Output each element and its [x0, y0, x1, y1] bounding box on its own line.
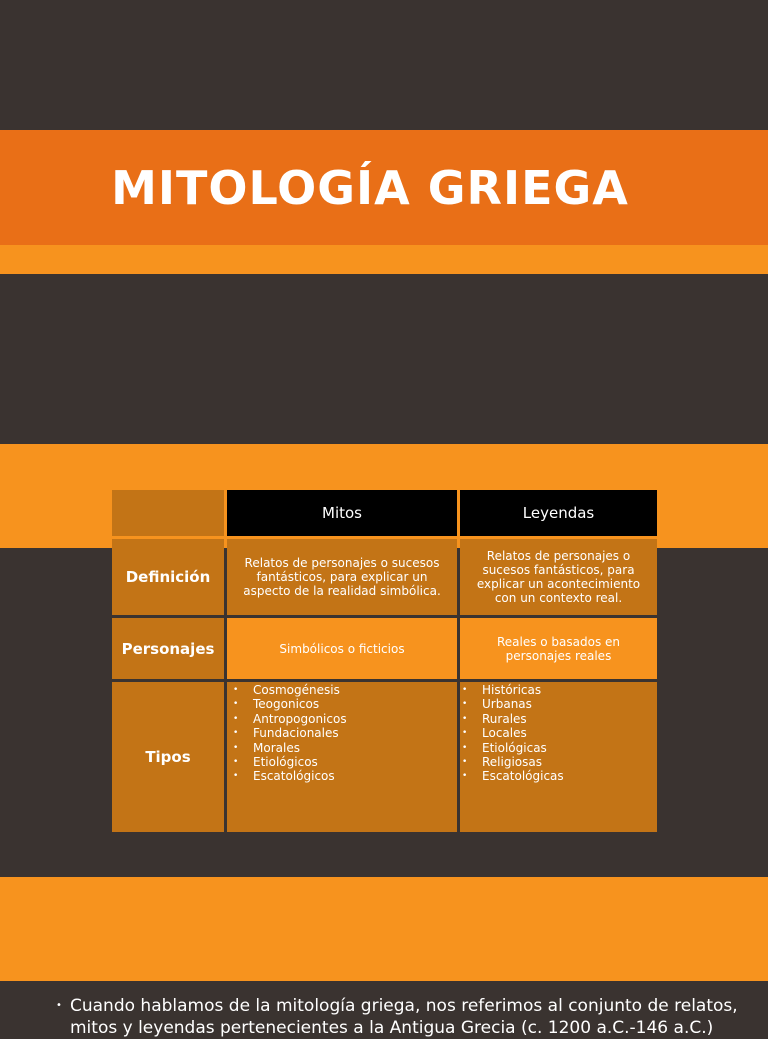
- list-item: • Etiológicas: [460, 741, 564, 755]
- comparison-table: [112, 490, 657, 832]
- bullet-icon: •: [56, 1000, 62, 1011]
- list-item: • Fundacionales: [231, 726, 347, 740]
- bottom-accent-band: [0, 877, 768, 981]
- intro-paragraph: [56, 995, 746, 1039]
- title-accent-stripe: [0, 245, 768, 274]
- tipos-mitos-cell: [227, 682, 457, 832]
- tipos-leyendas-cell: [460, 682, 657, 832]
- page-title: MITOLOGÍA GRIEGA: [111, 160, 629, 215]
- list-item: • Locales: [460, 726, 564, 740]
- personajes-mitos-cell: Simbólicos o ficticios: [227, 618, 457, 679]
- personajes-leyendas-cell: Reales o basados en personajes reales: [460, 618, 657, 679]
- intro-text: Cuando hablamos de la mitología griega, nos referimos al conjunto de relatos, mitos y leyendas pertenecientes a la Antigua Grecia (c. 1200 a.C.-146 a.C.): [70, 996, 738, 1038]
- definicion-mitos-cell: Relatos de personajes o sucesos fantásticos, para explicar un aspecto de la realidad simbólica.: [227, 539, 457, 615]
- list-item: • Escatológicos: [231, 769, 347, 783]
- list-item: • Teogonicos: [231, 697, 347, 711]
- column-header-leyendas: Leyendas: [460, 490, 657, 536]
- list-item: • Escatológicas: [460, 769, 564, 783]
- list-item: • Urbanas: [460, 697, 564, 711]
- list-item: • Religiosas: [460, 755, 564, 769]
- row-header-tipos: Tipos: [112, 682, 224, 832]
- list-item: • Etiológicos: [231, 755, 347, 769]
- list-item: • Cosmogénesis: [231, 683, 347, 697]
- title-band: [0, 130, 768, 245]
- definicion-leyendas-cell: Relatos de personajes o sucesos fantásticos, para explicar un acontecimiento con un contexto real.: [460, 539, 657, 615]
- list-item: • Rurales: [460, 712, 564, 726]
- list-item: • Históricas: [460, 683, 564, 697]
- list-item: • Morales: [231, 741, 347, 755]
- tipos-leyendas-list: [460, 682, 564, 784]
- table-corner-cell: [112, 490, 224, 536]
- row-header-personajes: Personajes: [112, 618, 224, 679]
- list-item: • Antropogonicos: [231, 712, 347, 726]
- tipos-mitos-list: [227, 682, 347, 784]
- row-header-definicion: Definición: [112, 539, 224, 615]
- column-header-mitos: Mitos: [227, 490, 457, 536]
